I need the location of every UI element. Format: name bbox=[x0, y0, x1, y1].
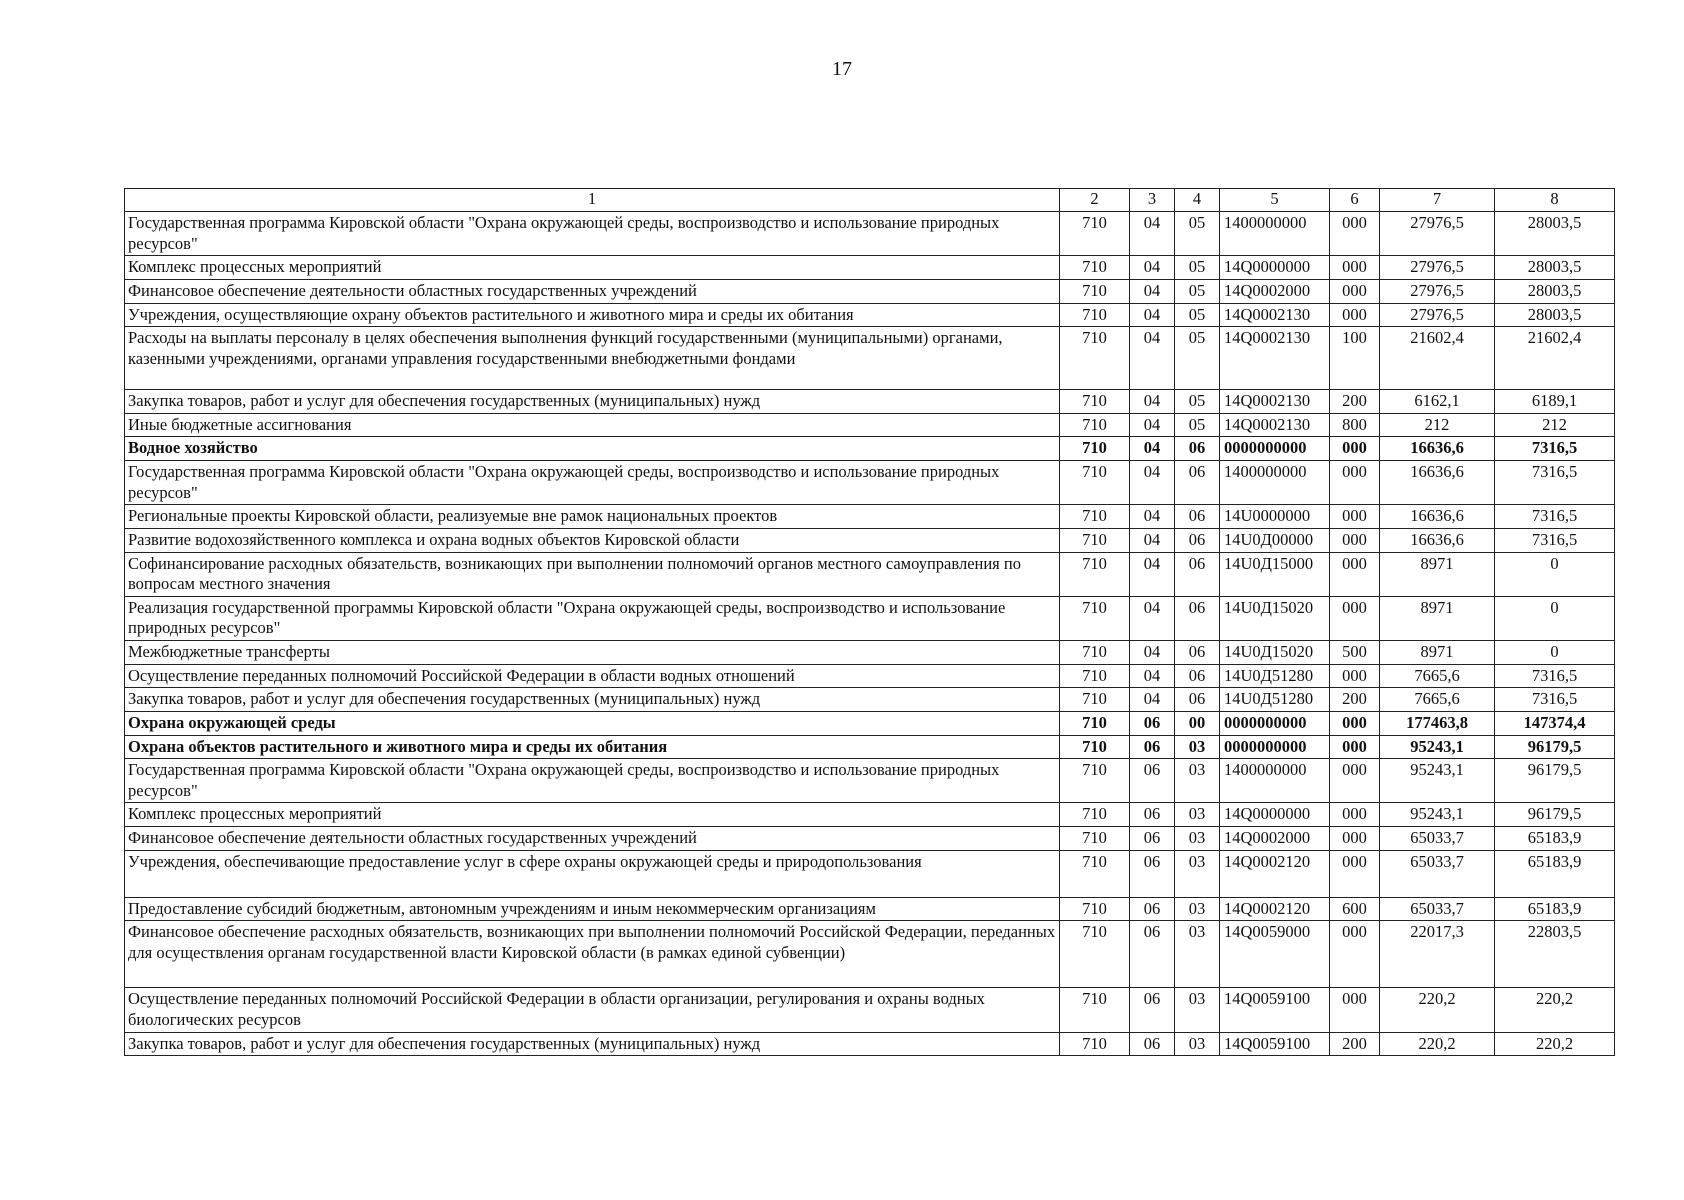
table-row bbox=[125, 897, 1615, 921]
row-name-cell: Водное хозяйство bbox=[125, 437, 1060, 461]
amount-year1-cell: 212 bbox=[1380, 413, 1495, 437]
expense-type-cell: 200 bbox=[1330, 1032, 1380, 1056]
subsection-cell: 03 bbox=[1175, 988, 1220, 1032]
amount-year1-cell: 27976,5 bbox=[1380, 279, 1495, 303]
target-article-cell: 14Q0002130 bbox=[1220, 303, 1330, 327]
section-cell: 04 bbox=[1130, 413, 1175, 437]
ministry-code-cell: 710 bbox=[1060, 279, 1130, 303]
subsection-cell: 03 bbox=[1175, 735, 1220, 759]
target-article-cell: 14Q0059100 bbox=[1220, 988, 1330, 1032]
ministry-code-cell: 710 bbox=[1060, 827, 1130, 851]
target-article-cell: 1400000000 bbox=[1220, 461, 1330, 505]
amount-year2-cell: 96179,5 bbox=[1495, 735, 1615, 759]
target-article-cell: 14Q0002000 bbox=[1220, 827, 1330, 851]
amount-year1-cell: 177463,8 bbox=[1380, 711, 1495, 735]
row-name-cell: Государственная программа Кировской области "Охрана окружающей среды, воспроизводство и использование природных ресурсов" bbox=[125, 759, 1060, 803]
column-header: 4 bbox=[1175, 189, 1220, 212]
target-article-cell: 14U0Д51280 bbox=[1220, 664, 1330, 688]
expense-type-cell: 000 bbox=[1330, 596, 1380, 640]
amount-year1-cell: 7665,6 bbox=[1380, 664, 1495, 688]
ministry-code-cell: 710 bbox=[1060, 988, 1130, 1032]
target-article-cell: 14U0Д15000 bbox=[1220, 552, 1330, 596]
amount-year2-cell: 220,2 bbox=[1495, 988, 1615, 1032]
amount-year1-cell: 16636,6 bbox=[1380, 528, 1495, 552]
subsection-cell: 06 bbox=[1175, 596, 1220, 640]
amount-year1-cell: 65033,7 bbox=[1380, 897, 1495, 921]
subsection-cell: 00 bbox=[1175, 711, 1220, 735]
header-row bbox=[125, 189, 1615, 212]
table-row bbox=[125, 303, 1615, 327]
table-row bbox=[125, 437, 1615, 461]
amount-year1-cell: 8971 bbox=[1380, 641, 1495, 665]
column-header: 5 bbox=[1220, 189, 1330, 212]
target-article-cell: 1400000000 bbox=[1220, 759, 1330, 803]
ministry-code-cell: 710 bbox=[1060, 596, 1130, 640]
amount-year2-cell: 22803,5 bbox=[1495, 921, 1615, 988]
ministry-code-cell: 710 bbox=[1060, 437, 1130, 461]
row-name-cell: Реализация государственной программы Кировской области "Охрана окружающей среды, воспроизводство и использование природных ресурсов" bbox=[125, 596, 1060, 640]
ministry-code-cell: 710 bbox=[1060, 413, 1130, 437]
ministry-code-cell: 710 bbox=[1060, 528, 1130, 552]
row-name-cell: Государственная программа Кировской области "Охрана окружающей среды, воспроизводство и использование природных ресурсов" bbox=[125, 212, 1060, 256]
row-name-cell: Закупка товаров, работ и услуг для обеспечения государственных (муниципальных) нужд bbox=[125, 1032, 1060, 1056]
table-row bbox=[125, 256, 1615, 280]
expense-type-cell: 000 bbox=[1330, 664, 1380, 688]
subsection-cell: 06 bbox=[1175, 437, 1220, 461]
expense-type-cell: 500 bbox=[1330, 641, 1380, 665]
subsection-cell: 06 bbox=[1175, 641, 1220, 665]
section-cell: 06 bbox=[1130, 921, 1175, 988]
column-header: 7 bbox=[1380, 189, 1495, 212]
table-row bbox=[125, 688, 1615, 712]
section-cell: 06 bbox=[1130, 897, 1175, 921]
expense-type-cell: 200 bbox=[1330, 390, 1380, 414]
table-row bbox=[125, 505, 1615, 529]
subsection-cell: 05 bbox=[1175, 256, 1220, 280]
expense-type-cell: 000 bbox=[1330, 212, 1380, 256]
table-body bbox=[125, 212, 1615, 1056]
table-row bbox=[125, 461, 1615, 505]
amount-year1-cell: 16636,6 bbox=[1380, 505, 1495, 529]
column-header: 8 bbox=[1495, 189, 1615, 212]
row-name-cell: Учреждения, осуществляющие охрану объектов растительного и животного мира и среды их обитания bbox=[125, 303, 1060, 327]
ministry-code-cell: 710 bbox=[1060, 897, 1130, 921]
row-name-cell: Охрана окружающей среды bbox=[125, 711, 1060, 735]
amount-year2-cell: 65183,9 bbox=[1495, 827, 1615, 851]
ministry-code-cell: 710 bbox=[1060, 664, 1130, 688]
ministry-code-cell: 710 bbox=[1060, 390, 1130, 414]
section-cell: 06 bbox=[1130, 850, 1175, 897]
section-cell: 04 bbox=[1130, 505, 1175, 529]
target-article-cell: 14U0000000 bbox=[1220, 505, 1330, 529]
row-name-cell: Финансовое обеспечение деятельности областных государственных учреждений bbox=[125, 279, 1060, 303]
ministry-code-cell: 710 bbox=[1060, 641, 1130, 665]
table-row bbox=[125, 711, 1615, 735]
target-article-cell: 14Q0002130 bbox=[1220, 413, 1330, 437]
row-name-cell: Расходы на выплаты персоналу в целях обеспечения выполнения функций государственными (муниципальными) органами, казенными учреждениями, органами управления государственными внебюджетными фондами bbox=[125, 327, 1060, 390]
row-name-cell: Финансовое обеспечение расходных обязательств, возникающих при выполнении полномочий Российской Федерации, переданных для осуществления органам государственной власти Кировской области (в рамках единой субвенции) bbox=[125, 921, 1060, 988]
ministry-code-cell: 710 bbox=[1060, 505, 1130, 529]
table-row bbox=[125, 735, 1615, 759]
amount-year2-cell: 7316,5 bbox=[1495, 461, 1615, 505]
table-row bbox=[125, 327, 1615, 390]
section-cell: 06 bbox=[1130, 759, 1175, 803]
expense-type-cell: 000 bbox=[1330, 827, 1380, 851]
expense-type-cell: 000 bbox=[1330, 850, 1380, 897]
expense-type-cell: 000 bbox=[1330, 735, 1380, 759]
amount-year2-cell: 7316,5 bbox=[1495, 664, 1615, 688]
section-cell: 04 bbox=[1130, 664, 1175, 688]
amount-year1-cell: 95243,1 bbox=[1380, 803, 1495, 827]
section-cell: 04 bbox=[1130, 641, 1175, 665]
column-header: 6 bbox=[1330, 189, 1380, 212]
table-row bbox=[125, 850, 1615, 897]
section-cell: 04 bbox=[1130, 437, 1175, 461]
amount-year2-cell: 6189,1 bbox=[1495, 390, 1615, 414]
ministry-code-cell: 710 bbox=[1060, 921, 1130, 988]
expense-type-cell: 000 bbox=[1330, 528, 1380, 552]
subsection-cell: 03 bbox=[1175, 759, 1220, 803]
subsection-cell: 05 bbox=[1175, 279, 1220, 303]
expense-type-cell: 000 bbox=[1330, 256, 1380, 280]
amount-year2-cell: 212 bbox=[1495, 413, 1615, 437]
amount-year1-cell: 95243,1 bbox=[1380, 759, 1495, 803]
row-name-cell: Софинансирование расходных обязательств, возникающих при выполнении полномочий органов местного самоуправления по вопросам местного значения bbox=[125, 552, 1060, 596]
table-row bbox=[125, 1032, 1615, 1056]
expense-type-cell: 800 bbox=[1330, 413, 1380, 437]
target-article-cell: 0000000000 bbox=[1220, 711, 1330, 735]
ministry-code-cell: 710 bbox=[1060, 1032, 1130, 1056]
target-article-cell: 14Q0000000 bbox=[1220, 256, 1330, 280]
table-row bbox=[125, 803, 1615, 827]
amount-year2-cell: 28003,5 bbox=[1495, 279, 1615, 303]
amount-year2-cell: 28003,5 bbox=[1495, 256, 1615, 280]
row-name-cell: Комплекс процессных мероприятий bbox=[125, 803, 1060, 827]
expense-type-cell: 100 bbox=[1330, 327, 1380, 390]
row-name-cell: Предоставление субсидий бюджетным, автономным учреждениям и иным некоммерческим организациям bbox=[125, 897, 1060, 921]
amount-year1-cell: 220,2 bbox=[1380, 1032, 1495, 1056]
amount-year2-cell: 65183,9 bbox=[1495, 850, 1615, 897]
subsection-cell: 03 bbox=[1175, 1032, 1220, 1056]
expense-type-cell: 000 bbox=[1330, 759, 1380, 803]
row-name-cell: Закупка товаров, работ и услуг для обеспечения государственных (муниципальных) нужд bbox=[125, 390, 1060, 414]
amount-year2-cell: 21602,4 bbox=[1495, 327, 1615, 390]
amount-year1-cell: 95243,1 bbox=[1380, 735, 1495, 759]
section-cell: 04 bbox=[1130, 256, 1175, 280]
target-article-cell: 0000000000 bbox=[1220, 437, 1330, 461]
ministry-code-cell: 710 bbox=[1060, 711, 1130, 735]
subsection-cell: 03 bbox=[1175, 803, 1220, 827]
page-number: 17 bbox=[832, 58, 852, 80]
subsection-cell: 03 bbox=[1175, 897, 1220, 921]
section-cell: 04 bbox=[1130, 596, 1175, 640]
ministry-code-cell: 710 bbox=[1060, 256, 1130, 280]
table-row bbox=[125, 759, 1615, 803]
expense-type-cell: 000 bbox=[1330, 461, 1380, 505]
row-name-cell: Государственная программа Кировской области "Охрана окружающей среды, воспроизводство и использование природных ресурсов" bbox=[125, 461, 1060, 505]
target-article-cell: 14U0Д00000 bbox=[1220, 528, 1330, 552]
amount-year1-cell: 65033,7 bbox=[1380, 827, 1495, 851]
amount-year1-cell: 65033,7 bbox=[1380, 850, 1495, 897]
subsection-cell: 06 bbox=[1175, 688, 1220, 712]
subsection-cell: 05 bbox=[1175, 413, 1220, 437]
amount-year2-cell: 0 bbox=[1495, 641, 1615, 665]
ministry-code-cell: 710 bbox=[1060, 327, 1130, 390]
subsection-cell: 03 bbox=[1175, 827, 1220, 851]
expense-type-cell: 000 bbox=[1330, 279, 1380, 303]
expense-type-cell: 200 bbox=[1330, 688, 1380, 712]
target-article-cell: 0000000000 bbox=[1220, 735, 1330, 759]
subsection-cell: 03 bbox=[1175, 850, 1220, 897]
amount-year2-cell: 28003,5 bbox=[1495, 303, 1615, 327]
expense-type-cell: 000 bbox=[1330, 505, 1380, 529]
section-cell: 04 bbox=[1130, 528, 1175, 552]
target-article-cell: 14U0Д15020 bbox=[1220, 596, 1330, 640]
target-article-cell: 14U0Д51280 bbox=[1220, 688, 1330, 712]
table-row bbox=[125, 390, 1615, 414]
target-article-cell: 14Q0002130 bbox=[1220, 390, 1330, 414]
section-cell: 06 bbox=[1130, 803, 1175, 827]
section-cell: 04 bbox=[1130, 688, 1175, 712]
amount-year2-cell: 96179,5 bbox=[1495, 803, 1615, 827]
amount-year2-cell: 7316,5 bbox=[1495, 688, 1615, 712]
amount-year1-cell: 220,2 bbox=[1380, 988, 1495, 1032]
target-article-cell: 14Q0002120 bbox=[1220, 897, 1330, 921]
amount-year1-cell: 27976,5 bbox=[1380, 303, 1495, 327]
expense-type-cell: 000 bbox=[1330, 803, 1380, 827]
target-article-cell: 14Q0002120 bbox=[1220, 850, 1330, 897]
expense-type-cell: 600 bbox=[1330, 897, 1380, 921]
subsection-cell: 05 bbox=[1175, 327, 1220, 390]
subsection-cell: 06 bbox=[1175, 505, 1220, 529]
row-name-cell: Межбюджетные трансферты bbox=[125, 641, 1060, 665]
target-article-cell: 14U0Д15020 bbox=[1220, 641, 1330, 665]
row-name-cell: Финансовое обеспечение деятельности областных государственных учреждений bbox=[125, 827, 1060, 851]
amount-year2-cell: 0 bbox=[1495, 552, 1615, 596]
subsection-cell: 05 bbox=[1175, 303, 1220, 327]
column-header: 3 bbox=[1130, 189, 1175, 212]
section-cell: 06 bbox=[1130, 827, 1175, 851]
ministry-code-cell: 710 bbox=[1060, 461, 1130, 505]
table-row bbox=[125, 552, 1615, 596]
section-cell: 06 bbox=[1130, 735, 1175, 759]
row-name-cell: Закупка товаров, работ и услуг для обеспечения государственных (муниципальных) нужд bbox=[125, 688, 1060, 712]
row-name-cell: Осуществление переданных полномочий Российской Федерации в области организации, регулирования и охраны водных биологических ресурсов bbox=[125, 988, 1060, 1032]
subsection-cell: 06 bbox=[1175, 528, 1220, 552]
table-row bbox=[125, 279, 1615, 303]
row-name-cell: Иные бюджетные ассигнования bbox=[125, 413, 1060, 437]
amount-year1-cell: 22017,3 bbox=[1380, 921, 1495, 988]
expense-type-cell: 000 bbox=[1330, 552, 1380, 596]
amount-year2-cell: 28003,5 bbox=[1495, 212, 1615, 256]
amount-year2-cell: 220,2 bbox=[1495, 1032, 1615, 1056]
expense-type-cell: 000 bbox=[1330, 437, 1380, 461]
section-cell: 04 bbox=[1130, 327, 1175, 390]
amount-year1-cell: 16636,6 bbox=[1380, 437, 1495, 461]
amount-year2-cell: 7316,5 bbox=[1495, 528, 1615, 552]
table-row bbox=[125, 827, 1615, 851]
table-row bbox=[125, 596, 1615, 640]
ministry-code-cell: 710 bbox=[1060, 850, 1130, 897]
subsection-cell: 03 bbox=[1175, 921, 1220, 988]
ministry-code-cell: 710 bbox=[1060, 552, 1130, 596]
section-cell: 04 bbox=[1130, 461, 1175, 505]
subsection-cell: 06 bbox=[1175, 664, 1220, 688]
amount-year2-cell: 96179,5 bbox=[1495, 759, 1615, 803]
ministry-code-cell: 710 bbox=[1060, 212, 1130, 256]
amount-year1-cell: 27976,5 bbox=[1380, 256, 1495, 280]
section-cell: 06 bbox=[1130, 711, 1175, 735]
expense-type-cell: 000 bbox=[1330, 303, 1380, 327]
row-name-cell: Региональные проекты Кировской области, реализуемые вне рамок национальных проектов bbox=[125, 505, 1060, 529]
expense-type-cell: 000 bbox=[1330, 921, 1380, 988]
table-row bbox=[125, 528, 1615, 552]
expense-type-cell: 000 bbox=[1330, 988, 1380, 1032]
ministry-code-cell: 710 bbox=[1060, 735, 1130, 759]
target-article-cell: 1400000000 bbox=[1220, 212, 1330, 256]
section-cell: 04 bbox=[1130, 552, 1175, 596]
amount-year2-cell: 7316,5 bbox=[1495, 505, 1615, 529]
amount-year1-cell: 6162,1 bbox=[1380, 390, 1495, 414]
table-row bbox=[125, 413, 1615, 437]
table-row bbox=[125, 664, 1615, 688]
subsection-cell: 06 bbox=[1175, 552, 1220, 596]
target-article-cell: 14Q0059000 bbox=[1220, 921, 1330, 988]
amount-year1-cell: 8971 bbox=[1380, 552, 1495, 596]
table-row bbox=[125, 212, 1615, 256]
row-name-cell: Осуществление переданных полномочий Российской Федерации в области водных отношений bbox=[125, 664, 1060, 688]
ministry-code-cell: 710 bbox=[1060, 303, 1130, 327]
target-article-cell: 14Q0002130 bbox=[1220, 327, 1330, 390]
subsection-cell: 05 bbox=[1175, 212, 1220, 256]
target-article-cell: 14Q0002000 bbox=[1220, 279, 1330, 303]
amount-year1-cell: 8971 bbox=[1380, 596, 1495, 640]
table-row bbox=[125, 988, 1615, 1032]
target-article-cell: 14Q0000000 bbox=[1220, 803, 1330, 827]
amount-year2-cell: 0 bbox=[1495, 596, 1615, 640]
amount-year2-cell: 65183,9 bbox=[1495, 897, 1615, 921]
subsection-cell: 05 bbox=[1175, 390, 1220, 414]
amount-year1-cell: 27976,5 bbox=[1380, 212, 1495, 256]
budget-table bbox=[124, 188, 1615, 1056]
expense-type-cell: 000 bbox=[1330, 711, 1380, 735]
amount-year1-cell: 21602,4 bbox=[1380, 327, 1495, 390]
section-cell: 04 bbox=[1130, 303, 1175, 327]
subsection-cell: 06 bbox=[1175, 461, 1220, 505]
row-name-cell: Комплекс процессных мероприятий bbox=[125, 256, 1060, 280]
ministry-code-cell: 710 bbox=[1060, 803, 1130, 827]
section-cell: 04 bbox=[1130, 279, 1175, 303]
amount-year1-cell: 7665,6 bbox=[1380, 688, 1495, 712]
ministry-code-cell: 710 bbox=[1060, 759, 1130, 803]
table-row bbox=[125, 921, 1615, 988]
amount-year1-cell: 16636,6 bbox=[1380, 461, 1495, 505]
target-article-cell: 14Q0059100 bbox=[1220, 1032, 1330, 1056]
section-cell: 04 bbox=[1130, 212, 1175, 256]
column-header: 2 bbox=[1060, 189, 1130, 212]
amount-year2-cell: 147374,4 bbox=[1495, 711, 1615, 735]
row-name-cell: Охрана объектов растительного и животного мира и среды их обитания bbox=[125, 735, 1060, 759]
row-name-cell: Учреждения, обеспечивающие предоставление услуг в сфере охраны окружающей среды и природопользования bbox=[125, 850, 1060, 897]
table-row bbox=[125, 641, 1615, 665]
section-cell: 06 bbox=[1130, 1032, 1175, 1056]
amount-year2-cell: 7316,5 bbox=[1495, 437, 1615, 461]
section-cell: 04 bbox=[1130, 390, 1175, 414]
column-header: 1 bbox=[125, 189, 1060, 212]
section-cell: 06 bbox=[1130, 988, 1175, 1032]
ministry-code-cell: 710 bbox=[1060, 688, 1130, 712]
row-name-cell: Развитие водохозяйственного комплекса и охрана водных объектов Кировской области bbox=[125, 528, 1060, 552]
